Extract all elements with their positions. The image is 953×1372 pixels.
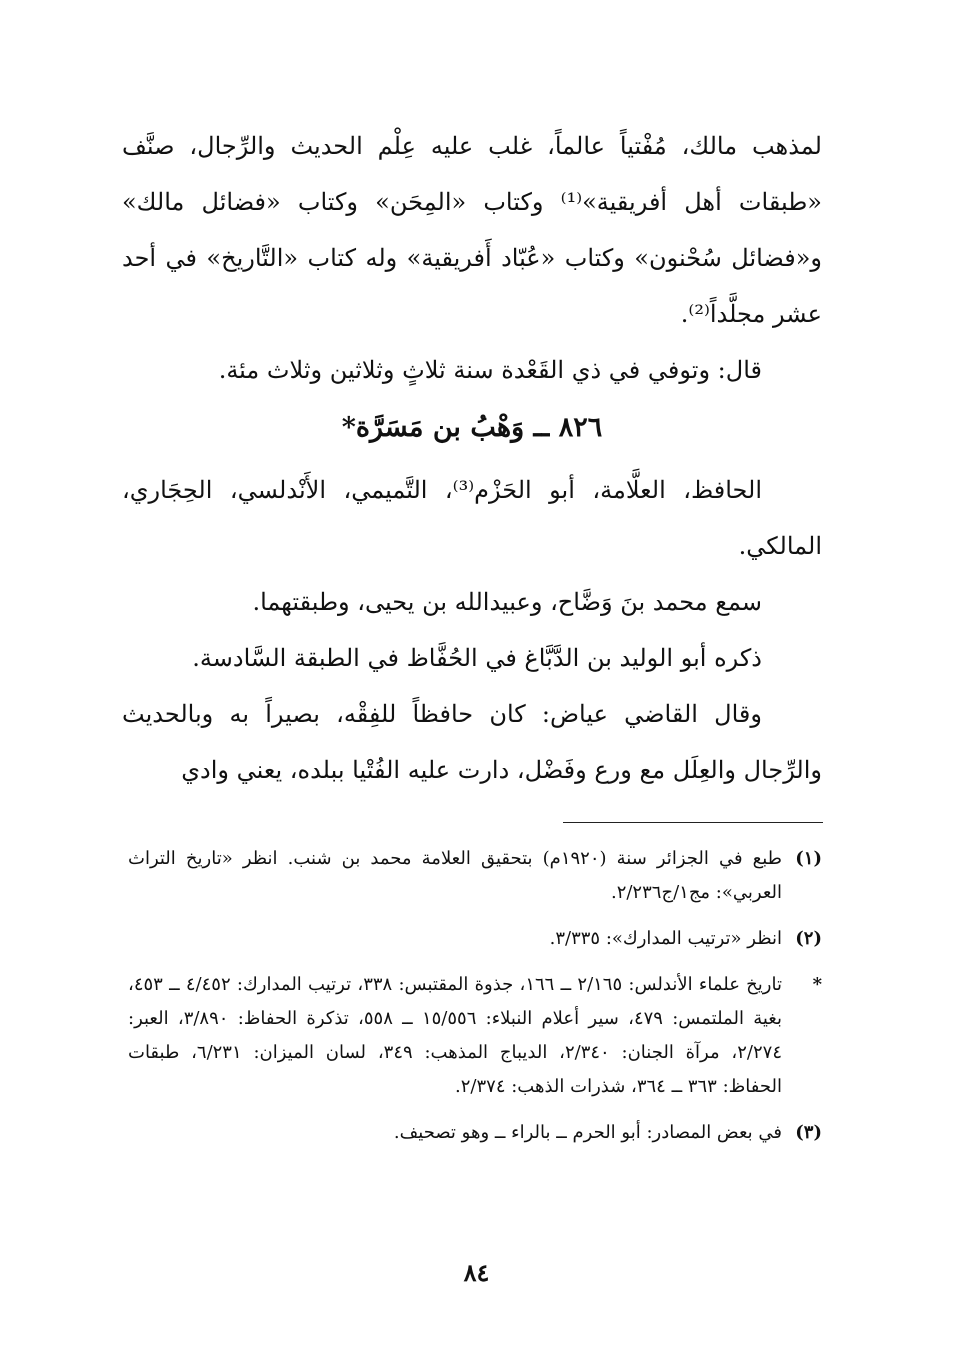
entry-paragraph-1: الحافظ، العلَّامة، أبو الحَزْم⁽³⁾، التَّميمي، الأَنْدلسي، الحِجَاري، المالكي. (122, 476, 822, 560)
footnote-text: تاريخ علماء الأندلس: ٢/١٦٥ ــ ١٦٦، جذوة المقتبس: ٣٣٨، ترتيب المدارك: ٤/٤٥٢ ــ ٤٥٣، بغية الملتمس: ٤٧٩، سير أعلام النبلاء: ١٥/٥٥٦ ــ ٥٥٨، تذكرة الحفاظ: ٣/٨٩٠، العبر: ٢/٢٧٤، مرآة الجنان: ٢/٣٤٠، الديباج المذهب: ٣٤٩، لسان الميزان: ٦/٢٣١، طبقات الحفاظ: ٣٦٣ ــ ٣٦٤، شذرات الذهب: ٢/٣٧٤. (128, 974, 782, 1097)
footnote-text: انظر «ترتيب المدارك»: ٣/٣٣٥. (549, 928, 782, 949)
footnote-text: في بعض المصادر: أبو الحرم ــ بالراء ــ وهو تصحيف. (393, 1122, 782, 1143)
footnote-3 (128, 1116, 822, 1150)
entry-heading: ٨٢٦ ــ وَهْبُ بن مَسَرَّة* (341, 412, 603, 443)
footnote-2 (128, 922, 822, 956)
page-number: ٨٤ (463, 1258, 490, 1287)
footnote-sources (128, 968, 822, 1104)
footnote-marker: (٢) (795, 928, 822, 949)
footnotes (128, 842, 822, 1162)
footnote-1 (128, 842, 822, 910)
entry-paragraph-4: وقال القاضي عياض: كان حافظاً للفِقْه، بصيراً به وبالحديث والرِّجال والعِلَل مع ورع وفَضْل، دارت عليه الفُتْيا ببلده، يعني وادي (122, 700, 822, 784)
footnote-marker: (٣) (795, 1122, 822, 1143)
paragraph-1: لمذهب مالك، مُفْتياً عالماً، غلب عليه عِلْم الحديث والرِّجال، صنَّف «طبقات أهل أفريقية»⁽¹⁾ وكتاب «المِحَن» وكتاب «فضائل مالك» و«فضائل سُحْنون» وكتاب «عُبّاد أَفريقية» وله كتاب «التَّاريخ» في أحد عشر مجلَّداً⁽²⁾. (122, 132, 822, 328)
entry-paragraph-3: ذكره أبو الوليد بن الدَّبَّاغ في الحُفَّاظ في الطبقة السَّادسة. (192, 644, 762, 672)
paragraph-death-date: قال: وتوفي في ذي القَعْدة سنة ثلاثٍ وثلاثين وثلاث مئة. (218, 356, 762, 384)
footnote-marker: (١) (795, 848, 822, 869)
main-text (122, 118, 822, 798)
footnote-marker: * (812, 974, 822, 995)
footnote-separator (563, 822, 823, 823)
entry-paragraph-2: سمع محمد بنَ وَضَّاح، وعبيدالله بن يحيى، وطبقتهما. (252, 588, 762, 616)
footnote-text: طبع في الجزائر سنة (١٩٢٠م) بتحقيق العلامة محمد بن شنب. انظر «تاريخ التراث العربي»: مج١/ج٢/٢٣٦. (128, 848, 782, 903)
